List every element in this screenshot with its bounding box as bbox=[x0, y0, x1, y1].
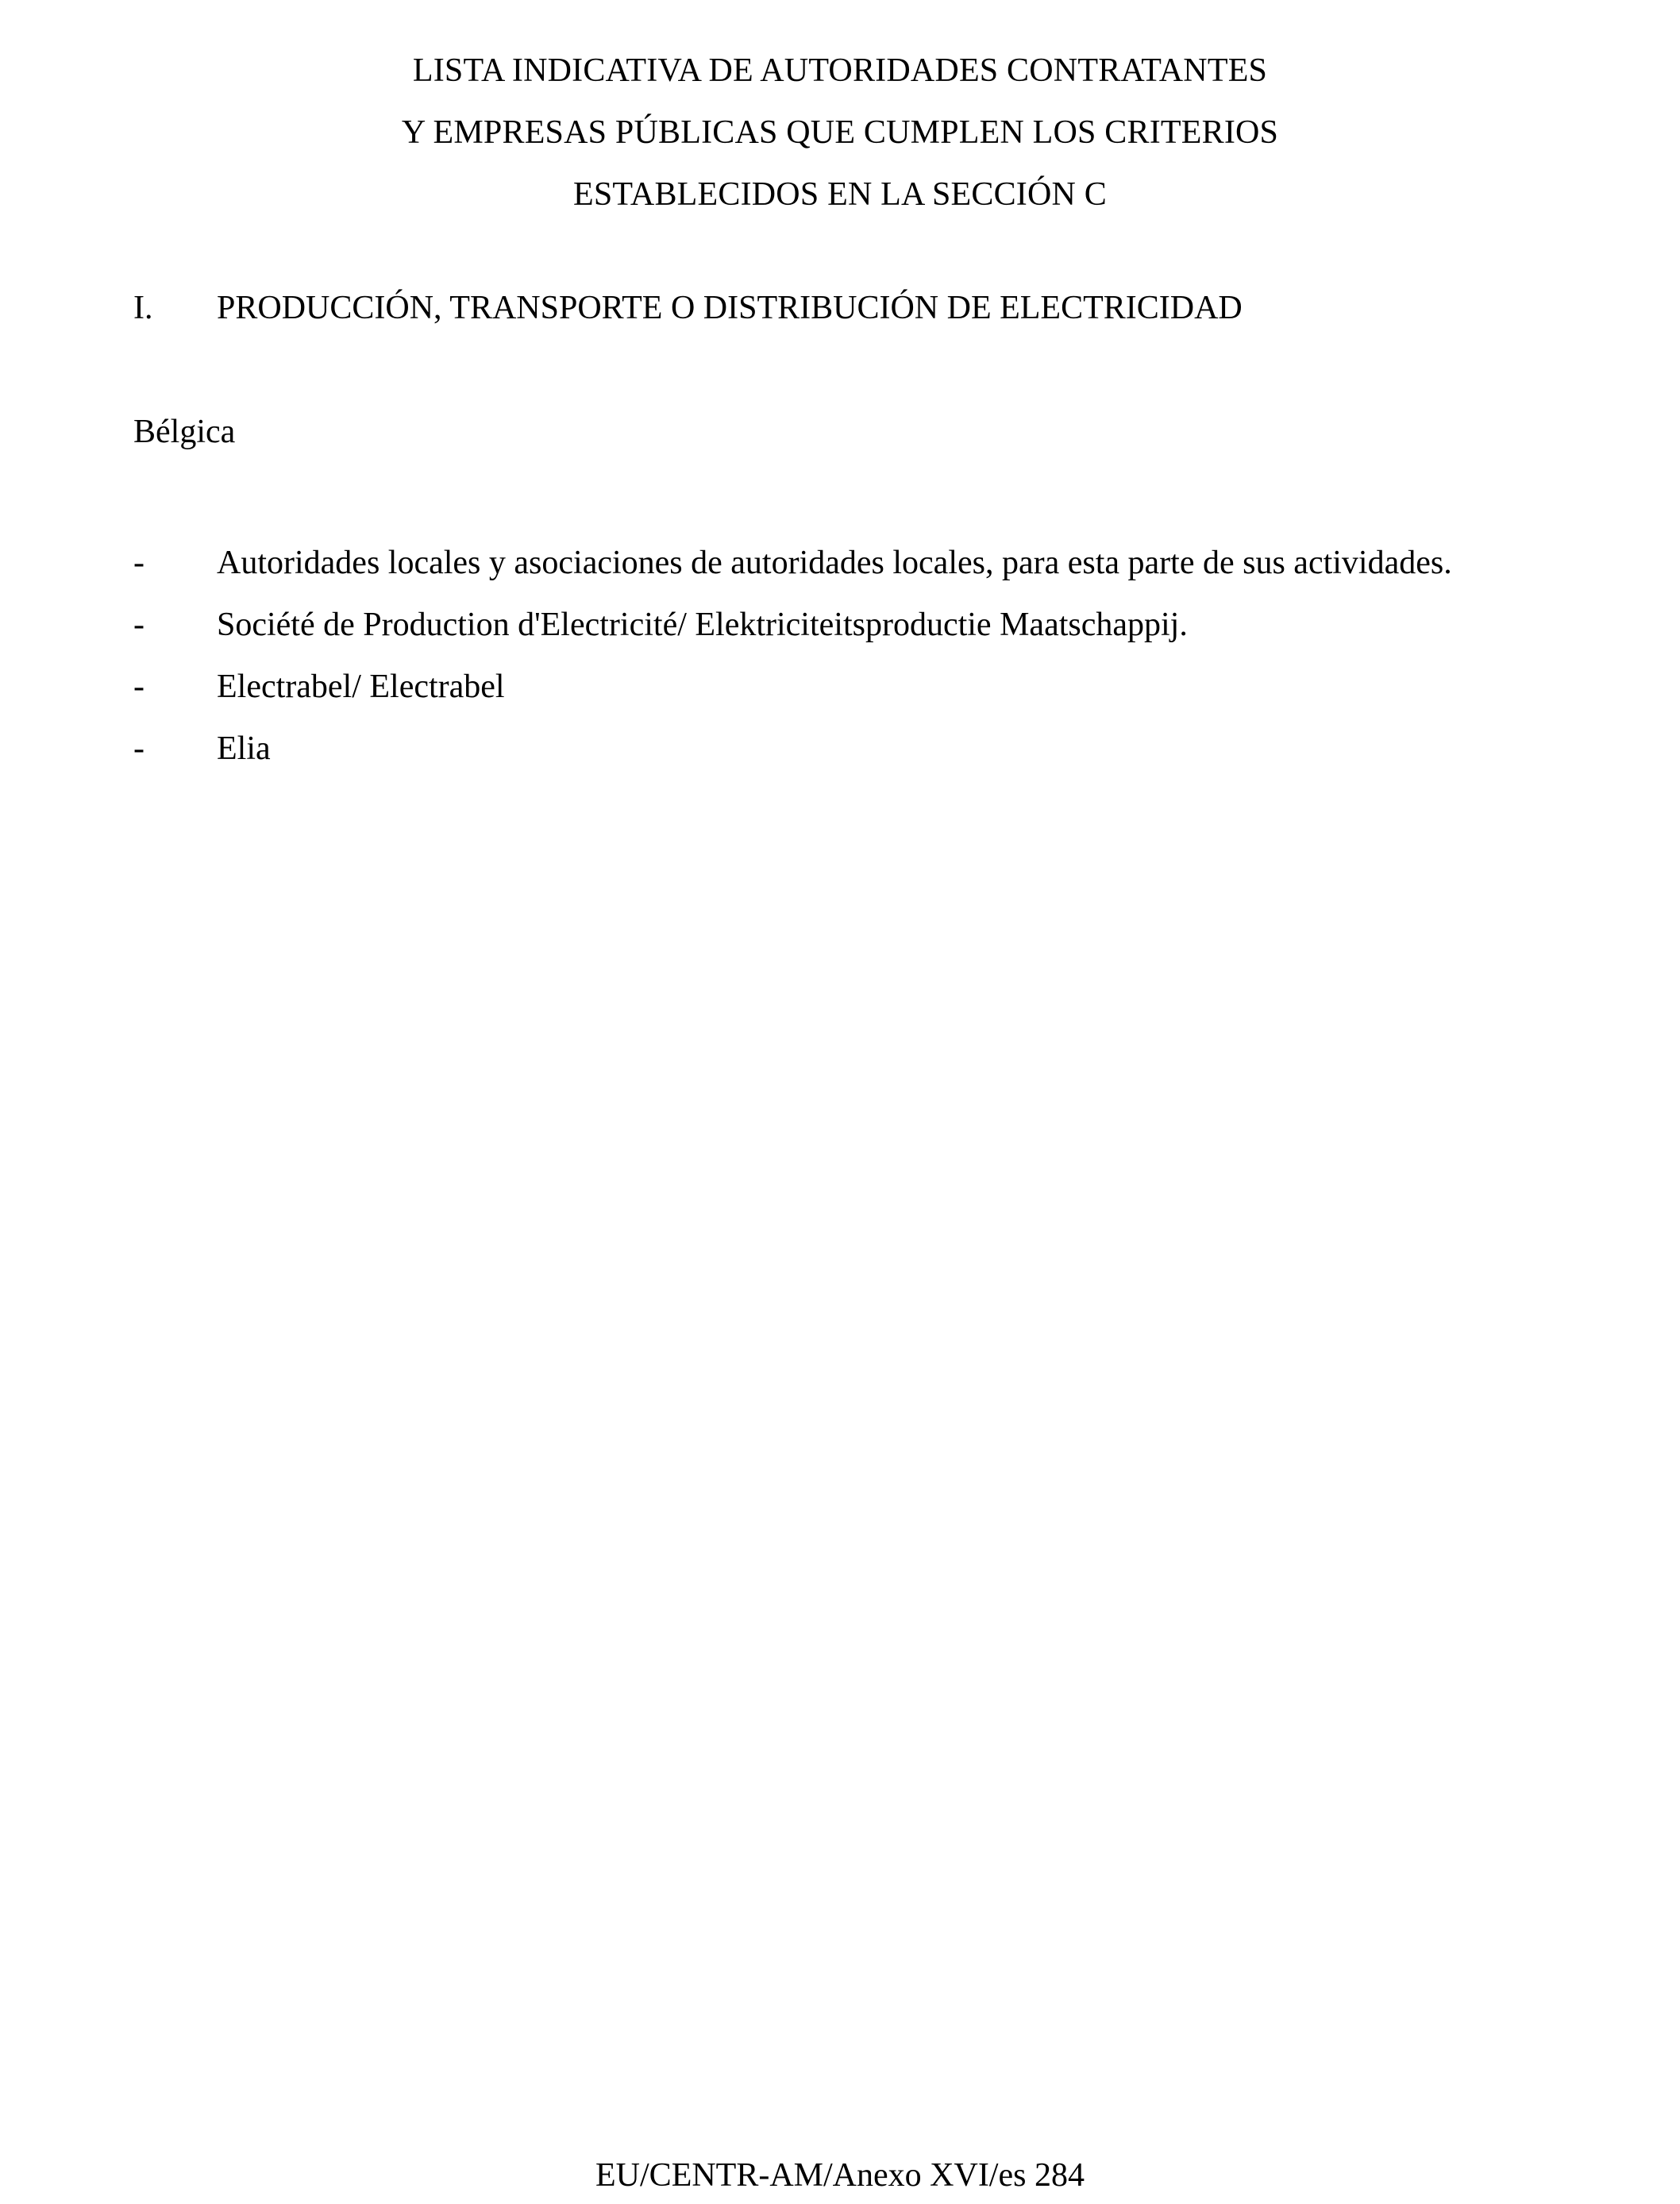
list-item bbox=[133, 594, 1452, 656]
section-title: PRODUCCIÓN, TRANSPORTE O DISTRIBUCIÓN DE ELECTRICIDAD bbox=[217, 290, 1243, 326]
list-bullet: - bbox=[133, 607, 144, 643]
title-line-1: LISTA INDICATIVA DE AUTORIDADES CONTRATANTES bbox=[412, 52, 1268, 89]
country-heading: Bélgica bbox=[133, 414, 236, 450]
list-bullet: - bbox=[133, 730, 144, 767]
list-item-text: Société de Production d'Electricité/ Elektriciteitsproductie Maatschappij. bbox=[217, 607, 1188, 643]
document-title bbox=[0, 40, 1680, 225]
list-item-text: Autoridades locales y asociaciones de autoridades locales, para esta parte de sus actividades. bbox=[217, 545, 1452, 581]
section-heading bbox=[133, 284, 1243, 332]
title-line-3: ESTABLECIDOS EN LA SECCIÓN C bbox=[573, 176, 1107, 213]
list-item bbox=[133, 532, 1452, 594]
list-item-text: Elia bbox=[217, 730, 271, 767]
list-item bbox=[133, 656, 1452, 718]
entity-list bbox=[133, 532, 1452, 780]
list-bullet: - bbox=[133, 669, 144, 705]
title-line-2: Y EMPRESAS PÚBLICAS QUE CUMPLEN LOS CRITERIOS bbox=[401, 114, 1279, 151]
page-footer: EU/CENTR-AM/Anexo XVI/es 284 bbox=[595, 2157, 1085, 2194]
list-bullet: - bbox=[133, 545, 144, 581]
section-number: I. bbox=[133, 290, 153, 326]
list-item bbox=[133, 718, 1452, 780]
list-item-text: Electrabel/ Electrabel bbox=[217, 669, 505, 705]
